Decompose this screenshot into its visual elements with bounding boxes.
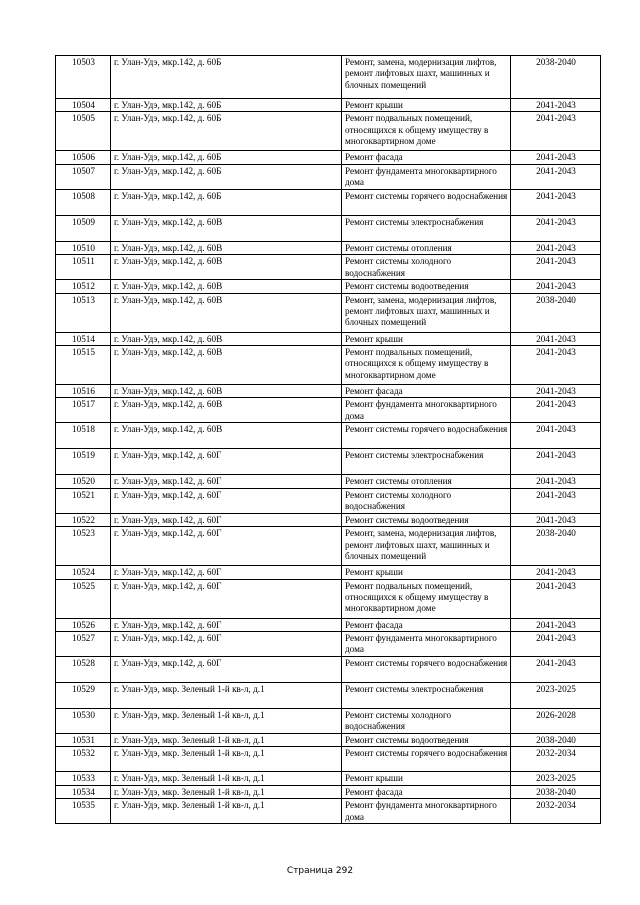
table-row: [56, 449, 601, 475]
table-row: [56, 683, 601, 709]
work-type-cell: Ремонт, замена, модернизация лифтов, ремонт лифтовых шахт, машинных и блочных помещений: [342, 56, 511, 99]
period-cell: 2041-2043: [511, 112, 601, 151]
table-row: [56, 346, 601, 385]
table-row: [56, 56, 601, 99]
works-table: [55, 55, 601, 824]
address-cell: г. Улан-Удэ, мкр.142, д. 60В: [111, 241, 342, 254]
work-type-cell: Ремонт системы электроснабжения: [342, 215, 511, 241]
work-type-cell: Ремонт крыши: [342, 99, 511, 112]
table-row: [56, 280, 601, 293]
address-cell: г. Улан-Удэ, мкр.142, д. 60В: [111, 280, 342, 293]
period-cell: 2041-2043: [511, 398, 601, 423]
work-type-cell: Ремонт системы электроснабжения: [342, 449, 511, 475]
address-cell: г. Улан-Удэ, мкр. Зеленый 1-й кв-л, д.1: [111, 734, 342, 747]
table-row: [56, 527, 601, 566]
period-cell: 2032-2034: [511, 799, 601, 824]
period-cell: 2041-2043: [511, 488, 601, 513]
work-type-cell: Ремонт системы отопления: [342, 241, 511, 254]
period-cell: 2041-2043: [511, 241, 601, 254]
table-row: [56, 475, 601, 488]
table-row: [56, 579, 601, 618]
work-type-cell: Ремонт крыши: [342, 566, 511, 579]
table-body: [56, 56, 601, 824]
period-cell: 2041-2043: [511, 255, 601, 280]
row-number-cell: 10510: [56, 241, 111, 254]
work-type-cell: Ремонт крыши: [342, 772, 511, 785]
address-cell: г. Улан-Удэ, мкр.142, д. 60Г: [111, 475, 342, 488]
row-number-cell: 10518: [56, 423, 111, 449]
period-cell: 2023-2025: [511, 772, 601, 785]
work-type-cell: Ремонт подвальных помещений, относящихся к общему имуществу в многоквартирном доме: [342, 346, 511, 385]
address-cell: г. Улан-Удэ, мкр.142, д. 60В: [111, 255, 342, 280]
address-cell: г. Улан-Удэ, мкр.142, д. 60Г: [111, 657, 342, 683]
table-row: [56, 709, 601, 734]
table-row: [56, 747, 601, 772]
row-number-cell: 10506: [56, 151, 111, 164]
period-cell: 2032-2034: [511, 747, 601, 772]
work-type-cell: Ремонт фасада: [342, 151, 511, 164]
period-cell: 2041-2043: [511, 513, 601, 526]
period-cell: 2038-2040: [511, 293, 601, 332]
work-type-cell: Ремонт фасада: [342, 385, 511, 398]
row-number-cell: 10521: [56, 488, 111, 513]
work-type-cell: Ремонт фундамента многоквартирного дома: [342, 632, 511, 657]
period-cell: 2041-2043: [511, 346, 601, 385]
table-row: [56, 332, 601, 345]
row-number-cell: 10529: [56, 683, 111, 709]
work-type-cell: Ремонт фундамента многоквартирного дома: [342, 164, 511, 189]
row-number-cell: 10535: [56, 799, 111, 824]
address-cell: г. Улан-Удэ, мкр.142, д. 60Б: [111, 164, 342, 189]
address-cell: г. Улан-Удэ, мкр.142, д. 60Б: [111, 56, 342, 99]
row-number-cell: 10532: [56, 747, 111, 772]
period-cell: 2038-2040: [511, 56, 601, 99]
period-cell: 2041-2043: [511, 151, 601, 164]
work-type-cell: Ремонт системы холодного водоснабжения: [342, 255, 511, 280]
row-number-cell: 10534: [56, 785, 111, 798]
table-row: [56, 799, 601, 824]
work-type-cell: Ремонт системы горячего водоснабжения: [342, 423, 511, 449]
period-cell: 2041-2043: [511, 632, 601, 657]
address-cell: г. Улан-Удэ, мкр.142, д. 60Б: [111, 189, 342, 215]
work-type-cell: Ремонт фундамента многоквартирного дома: [342, 799, 511, 824]
address-cell: г. Улан-Удэ, мкр.142, д. 60Г: [111, 579, 342, 618]
address-cell: г. Улан-Удэ, мкр.142, д. 60Г: [111, 449, 342, 475]
address-cell: г. Улан-Удэ, мкр.142, д. 60Б: [111, 151, 342, 164]
row-number-cell: 10505: [56, 112, 111, 151]
table-row: [56, 189, 601, 215]
work-type-cell: Ремонт, замена, модернизация лифтов, ремонт лифтовых шахт, машинных и блочных помещений: [342, 293, 511, 332]
work-type-cell: Ремонт системы горячего водоснабжения: [342, 747, 511, 772]
row-number-cell: 10513: [56, 293, 111, 332]
work-type-cell: Ремонт фундамента многоквартирного дома: [342, 398, 511, 423]
work-type-cell: Ремонт подвальных помещений, относящихся к общему имуществу в многоквартирном доме: [342, 112, 511, 151]
row-number-cell: 10508: [56, 189, 111, 215]
row-number-cell: 10509: [56, 215, 111, 241]
period-cell: 2038-2040: [511, 734, 601, 747]
address-cell: г. Улан-Удэ, мкр.142, д. 60Г: [111, 527, 342, 566]
row-number-cell: 10519: [56, 449, 111, 475]
row-number-cell: 10516: [56, 385, 111, 398]
work-type-cell: Ремонт системы электроснабжения: [342, 683, 511, 709]
table-row: [56, 785, 601, 798]
address-cell: г. Улан-Удэ, мкр.142, д. 60Г: [111, 618, 342, 631]
row-number-cell: 10514: [56, 332, 111, 345]
work-type-cell: Ремонт системы водоотведения: [342, 513, 511, 526]
period-cell: 2041-2043: [511, 99, 601, 112]
address-cell: г. Улан-Удэ, мкр. Зеленый 1-й кв-л, д.1: [111, 799, 342, 824]
period-cell: 2041-2043: [511, 385, 601, 398]
address-cell: г. Улан-Удэ, мкр.142, д. 60В: [111, 293, 342, 332]
work-type-cell: Ремонт системы холодного водоснабжения: [342, 488, 511, 513]
row-number-cell: 10507: [56, 164, 111, 189]
address-cell: г. Улан-Удэ, мкр.142, д. 60В: [111, 332, 342, 345]
row-number-cell: 10523: [56, 527, 111, 566]
work-type-cell: Ремонт системы отопления: [342, 475, 511, 488]
period-cell: 2041-2043: [511, 475, 601, 488]
row-number-cell: 10511: [56, 255, 111, 280]
period-cell: 2041-2043: [511, 657, 601, 683]
work-type-cell: Ремонт фасада: [342, 618, 511, 631]
row-number-cell: 10522: [56, 513, 111, 526]
address-cell: г. Улан-Удэ, мкр.142, д. 60Г: [111, 566, 342, 579]
work-type-cell: Ремонт подвальных помещений, относящихся к общему имуществу в многоквартирном доме: [342, 579, 511, 618]
period-cell: 2038-2040: [511, 785, 601, 798]
table-row: [56, 112, 601, 151]
work-type-cell: Ремонт системы холодного водоснабжения: [342, 709, 511, 734]
work-type-cell: Ремонт, замена, модернизация лифтов, ремонт лифтовых шахт, машинных и блочных помещений: [342, 527, 511, 566]
table-row: [56, 293, 601, 332]
table-row: [56, 657, 601, 683]
table-row: [56, 215, 601, 241]
work-type-cell: Ремонт системы горячего водоснабжения: [342, 189, 511, 215]
address-cell: г. Улан-Удэ, мкр.142, д. 60Г: [111, 488, 342, 513]
address-cell: г. Улан-Удэ, мкр.142, д. 60В: [111, 385, 342, 398]
period-cell: 2023-2025: [511, 683, 601, 709]
table-row: [56, 513, 601, 526]
table-row: [56, 151, 601, 164]
table-row: [56, 618, 601, 631]
table-row: [56, 99, 601, 112]
address-cell: г. Улан-Удэ, мкр.142, д. 60В: [111, 215, 342, 241]
row-number-cell: 10527: [56, 632, 111, 657]
address-cell: г. Улан-Удэ, мкр.142, д. 60В: [111, 423, 342, 449]
work-type-cell: Ремонт крыши: [342, 332, 511, 345]
period-cell: 2041-2043: [511, 280, 601, 293]
address-cell: г. Улан-Удэ, мкр.142, д. 60Г: [111, 632, 342, 657]
address-cell: г. Улан-Удэ, мкр.142, д. 60В: [111, 346, 342, 385]
table-row: [56, 423, 601, 449]
period-cell: 2041-2043: [511, 189, 601, 215]
work-type-cell: Ремонт системы горячего водоснабжения: [342, 657, 511, 683]
table-row: [56, 241, 601, 254]
period-cell: 2041-2043: [511, 332, 601, 345]
table-row: [56, 164, 601, 189]
row-number-cell: 10503: [56, 56, 111, 99]
table-row: [56, 398, 601, 423]
period-cell: 2041-2043: [511, 618, 601, 631]
address-cell: г. Улан-Удэ, мкр.142, д. 60Г: [111, 513, 342, 526]
address-cell: г. Улан-Удэ, мкр.142, д. 60Б: [111, 99, 342, 112]
period-cell: 2041-2043: [511, 215, 601, 241]
row-number-cell: 10520: [56, 475, 111, 488]
table-row: [56, 385, 601, 398]
row-number-cell: 10515: [56, 346, 111, 385]
row-number-cell: 10517: [56, 398, 111, 423]
period-cell: 2041-2043: [511, 164, 601, 189]
table-row: [56, 488, 601, 513]
work-type-cell: Ремонт системы водоотведения: [342, 734, 511, 747]
period-cell: 2038-2040: [511, 527, 601, 566]
row-number-cell: 10530: [56, 709, 111, 734]
table-row: [56, 632, 601, 657]
work-type-cell: Ремонт системы водоотведения: [342, 280, 511, 293]
table-row: [56, 772, 601, 785]
address-cell: г. Улан-Удэ, мкр. Зеленый 1-й кв-л, д.1: [111, 683, 342, 709]
row-number-cell: 10528: [56, 657, 111, 683]
row-number-cell: 10504: [56, 99, 111, 112]
period-cell: 2041-2043: [511, 423, 601, 449]
row-number-cell: 10526: [56, 618, 111, 631]
period-cell: 2041-2043: [511, 566, 601, 579]
page-number: Страница 292: [286, 866, 354, 876]
address-cell: г. Улан-Удэ, мкр.142, д. 60В: [111, 398, 342, 423]
address-cell: г. Улан-Удэ, мкр.142, д. 60Б: [111, 112, 342, 151]
address-cell: г. Улан-Удэ, мкр. Зеленый 1-й кв-л, д.1: [111, 747, 342, 772]
table-row: [56, 566, 601, 579]
period-cell: 2041-2043: [511, 449, 601, 475]
table-row: [56, 255, 601, 280]
table-row: [56, 734, 601, 747]
row-number-cell: 10533: [56, 772, 111, 785]
period-cell: 2041-2043: [511, 579, 601, 618]
address-cell: г. Улан-Удэ, мкр. Зеленый 1-й кв-л, д.1: [111, 709, 342, 734]
row-number-cell: 10512: [56, 280, 111, 293]
row-number-cell: 10525: [56, 579, 111, 618]
period-cell: 2026-2028: [511, 709, 601, 734]
address-cell: г. Улан-Удэ, мкр. Зеленый 1-й кв-л, д.1: [111, 772, 342, 785]
address-cell: г. Улан-Удэ, мкр. Зеленый 1-й кв-л, д.1: [111, 785, 342, 798]
work-type-cell: Ремонт фасада: [342, 785, 511, 798]
row-number-cell: 10524: [56, 566, 111, 579]
row-number-cell: 10531: [56, 734, 111, 747]
